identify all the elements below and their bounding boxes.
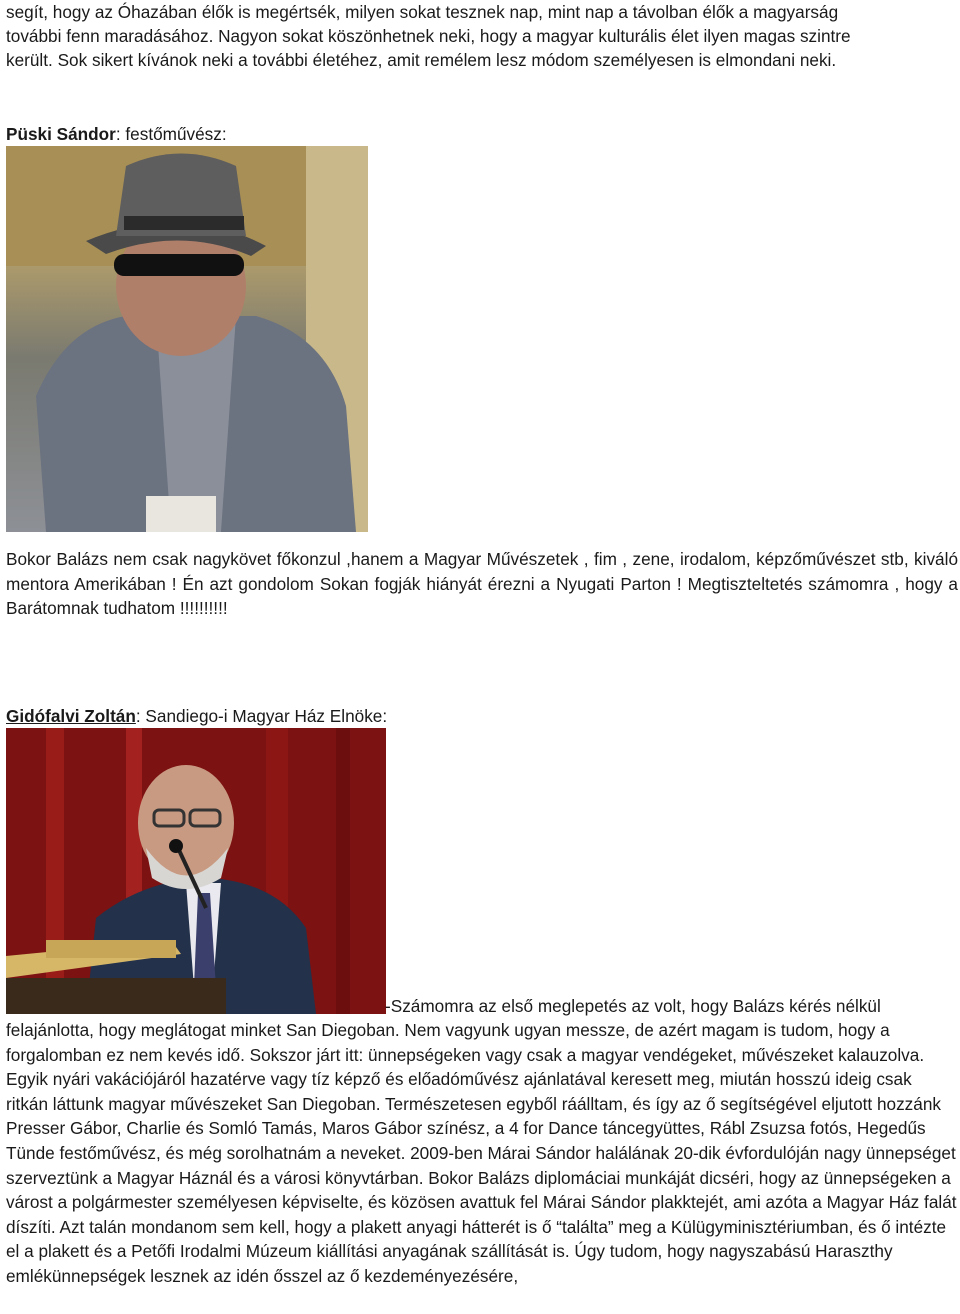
portrait-photo-puski [6, 146, 368, 532]
section2-first-line: -Számomra az első meglepetés az volt, hogy Balázs kérés nélkül [385, 996, 881, 1016]
section2-heading [6, 704, 958, 729]
intro-line-1: segít, hogy az Óhazában élők is megértsék, milyen sokat tesznek nap, mint nap a távolban élők a magyarság [6, 2, 839, 22]
intro-line-3: került. Sok sikert kívánok neki a további életéhez, amit remélem lesz módom személyesen is elmondani neki. [6, 50, 837, 70]
section2-role: : Sandiego-i Magyar Ház Elnöke: [135, 706, 388, 726]
section1-heading [6, 122, 958, 147]
section1-role: : festőművész: [115, 124, 227, 144]
section2-paragraph: felajánlotta, hogy meglátogat minket San Diegoban. Nem vagyunk ugyan messze, de azért magam is tudom, hogy a forgalomban ez nem kevés idő. Sokszor járt itt: ünnepségeken vagy csak a magyar vendégeket, művészeket kalauzolva. Egyik nyári vakációjáról hazatérve vagy tíz képző és előadóművész ajánlatával keresett meg, miután hosszú ideig csak ritkán láttunk magyar művészeket San Diegoban. Természetesen egyből ráálltam, és így az ő segítségével eljutott hozzánk Presser Gábor, Charlie és Somló Tamás, Maros Gábor színész, a 4 for Dance táncegyüttes, Rábl Zsuzsa fotós, Hegedűs Tünde festőművész, és még sorolhatnám a neveket. 2009-ben Márai Sándor halálának 20-dik évfordulóján nagy ünnepséget szerveztünk a Magyar Háznál és a városi könyvtárban. Bokor Balázs diplomáciai munkáját dicséri, hogy az ünnepségeken a várost a polgármester személyesen képviselte, és közösen avattuk fel Márai Sándor plakktejét, ami azóta a Magyar Ház falát díszíti. Azt talán mondanom sem kell, hogy a plakett anyagi hátterét is ő “találta” meg a Külügyminisztériumban, és ő intézte el a plakett és a Petőfi Irodalmi Múzeum kiállítási anyagának szállítását is. Úgy tudom, hogy nagyszabású Haraszthy emlékünnepségek lesznek az idén ősszel az ő kezdeményezésére, [6, 1020, 957, 1286]
intro-line-2: további fenn maradásához. Nagyon sokat köszönhetnek neki, hogy a magyar kulturális élet ilyen magas szintre [6, 26, 851, 46]
section1-paragraph: Bokor Balázs nem csak nagykövet főkonzul ,hanem a Magyar Művészetek , fim , zene, irodalom, képzőművészet stb, kiváló mentora Amerikában ! Én azt gondolom Sokan fogják hiányát érezni a Nyugati Parton ! Megtiszteltetés számomra , hogy a Barátomnak tudhatom !!!!!!!!!! [6, 549, 958, 619]
section1-name: Püski Sándor [6, 124, 116, 144]
portrait-photo-gidofalvi [6, 728, 386, 1014]
section2-name: Gidófalvi Zoltán [6, 706, 136, 726]
